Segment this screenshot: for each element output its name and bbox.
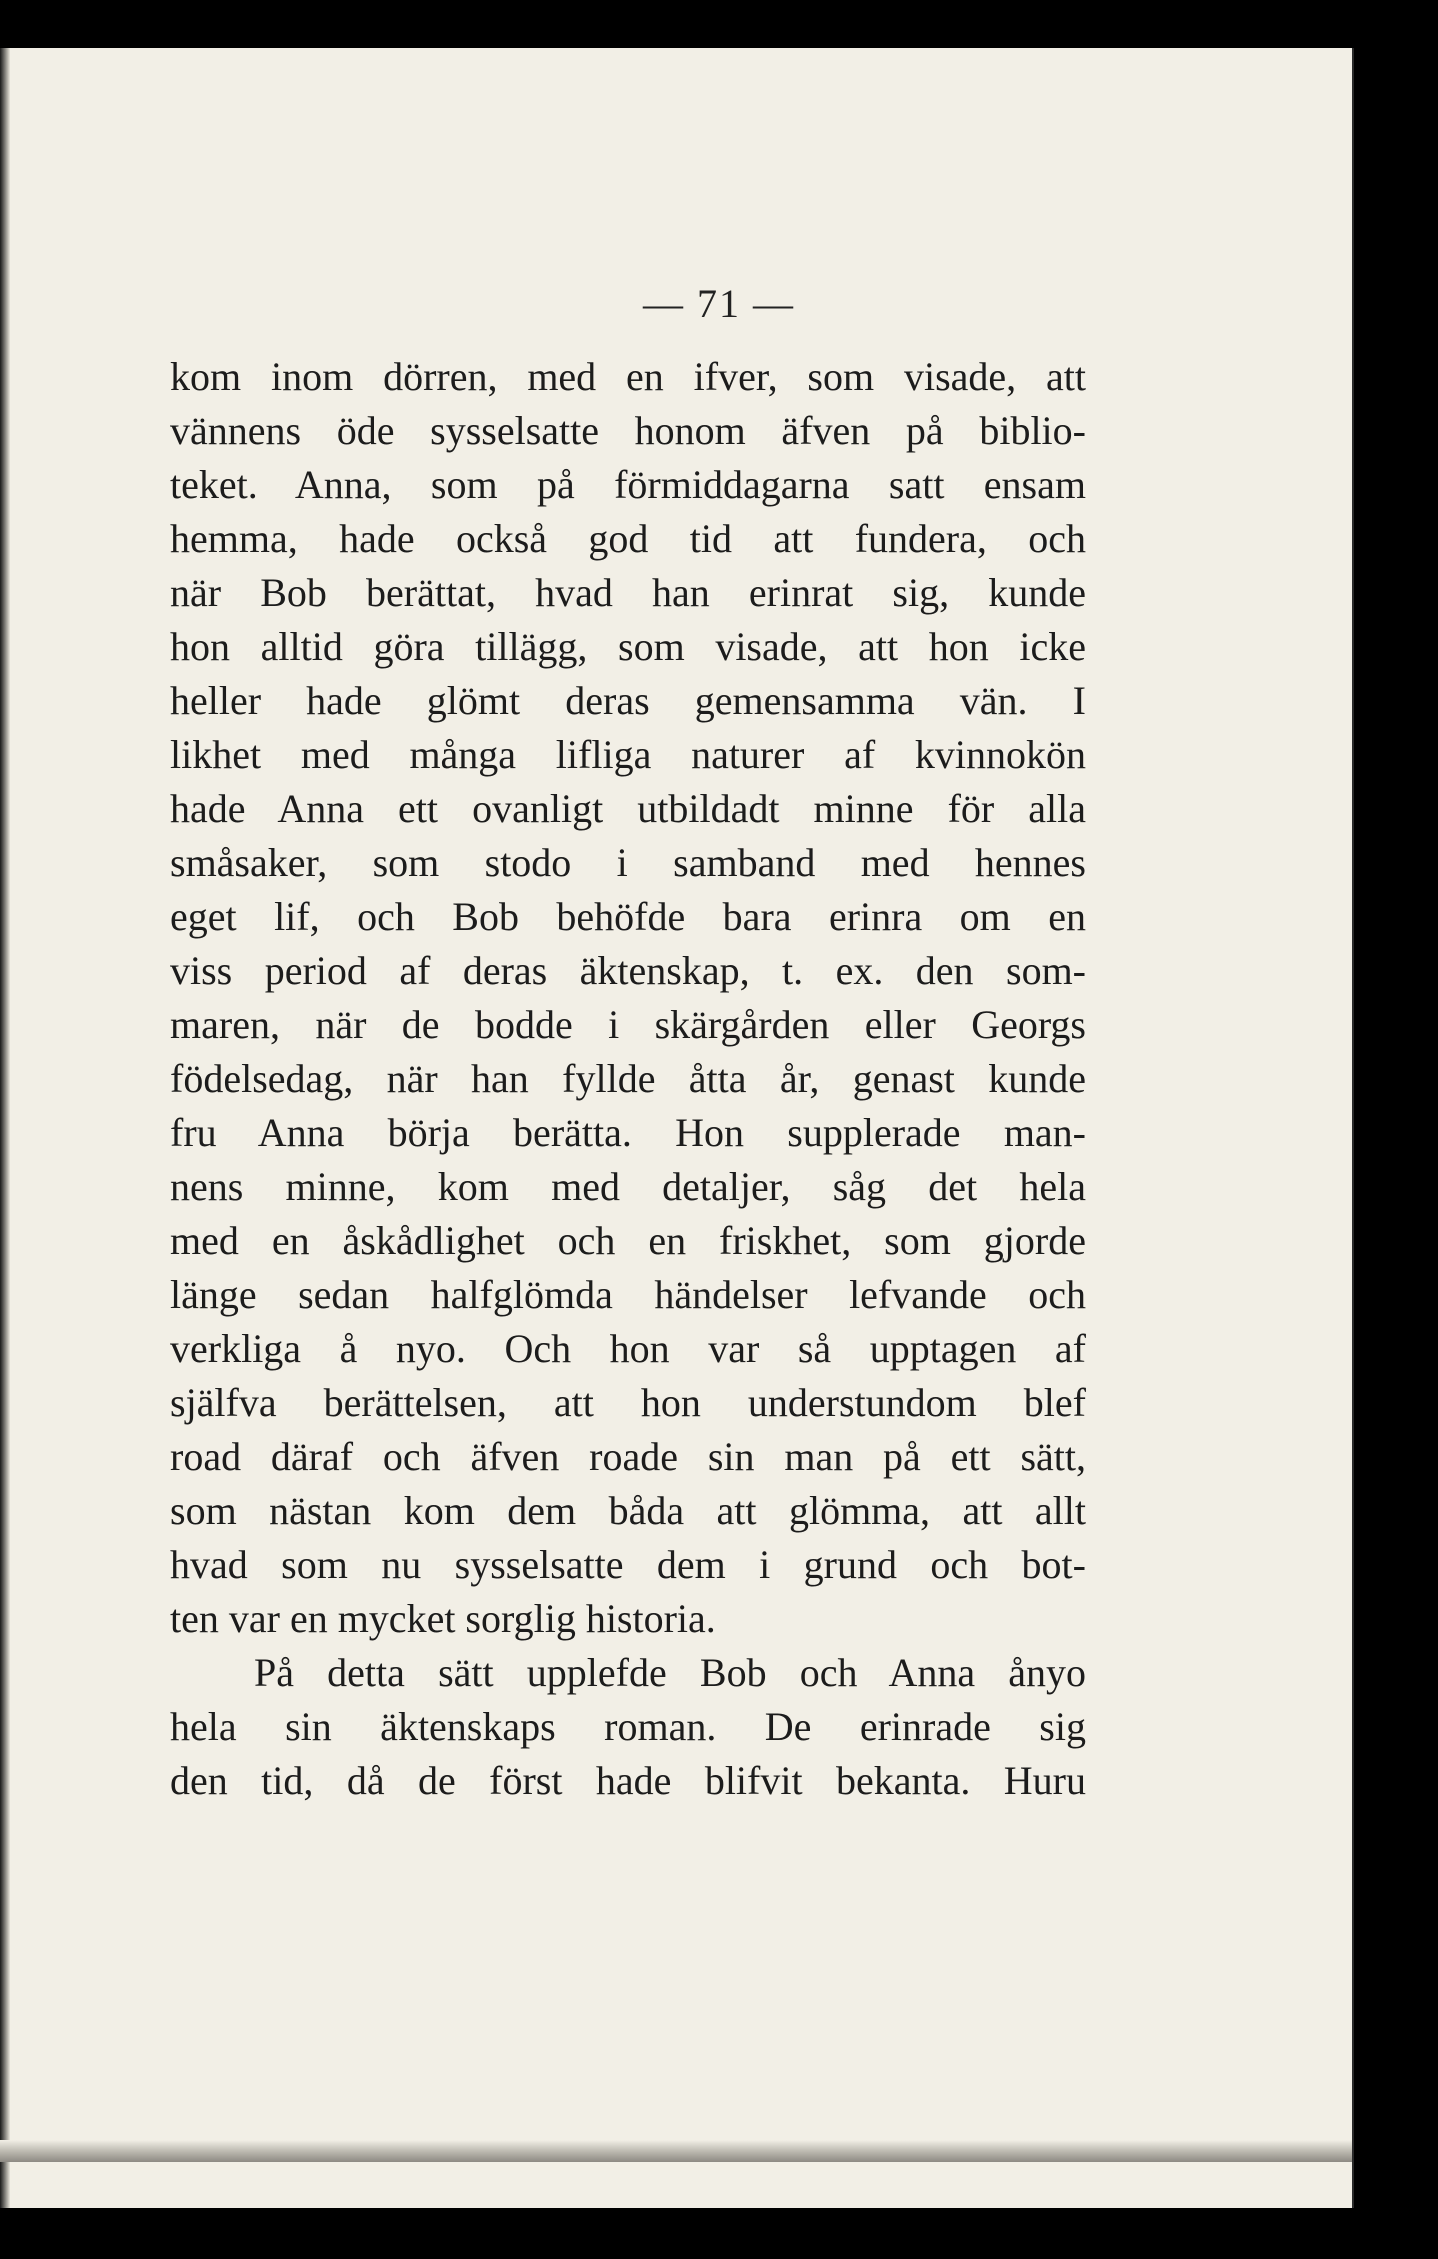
text-line: maren, när de bodde i skärgården eller Georgs: [170, 1002, 1086, 1047]
text-line: länge sedan halfglömda händelser lefvande och: [170, 1272, 1086, 1317]
text-line: när Bob berättat, hvad han erinrat sig, kunde: [170, 570, 1086, 615]
text-line: hon alltid göra tillägg, som visade, att hon icke: [170, 624, 1086, 669]
text-line: själfva berättelsen, att hon understundom blef: [170, 1380, 1086, 1425]
text-line: nens minne, kom med detaljer, såg det hela: [170, 1164, 1086, 1209]
text-line: hemma, hade också god tid att fundera, och: [170, 516, 1086, 561]
text-line: småsaker, som stodo i samband med hennes: [170, 840, 1086, 885]
body-text: [170, 350, 1086, 1808]
text-line: vännens öde sysselsatte honom äfven på biblio-: [170, 408, 1086, 453]
text-line: födelsedag, när han fyllde åtta år, genast kunde: [170, 1056, 1086, 1101]
text-line: fru Anna börja berätta. Hon supplerade man-: [170, 1110, 1086, 1155]
page-left-edge: [0, 48, 10, 2208]
page-number: — 71 —: [643, 281, 795, 326]
text-line: med en åskådlighet och en friskhet, som gjorde: [170, 1218, 1086, 1263]
text-line: den tid, då de först hade blifvit bekanta. Huru: [170, 1758, 1086, 1803]
text-line: som nästan kom dem båda att glömma, att allt: [170, 1488, 1086, 1533]
text-line: verkliga å nyo. Och hon var så upptagen af: [170, 1326, 1086, 1371]
text-line: likhet med många lifliga naturer af kvinnokön: [170, 732, 1086, 777]
text-line: teket. Anna, som på förmiddagarna satt ensam: [170, 462, 1086, 507]
text-line: hela sin äktenskaps roman. De erinrade sig: [170, 1704, 1086, 1749]
text-line: heller hade glömt deras gemensamma vän. I: [170, 678, 1086, 723]
page-bottom-edge: [0, 2140, 1352, 2162]
text-line: kom inom dörren, med en ifver, som visade, att: [170, 354, 1086, 399]
text-line: eget lif, och Bob behöfde bara erinra om en: [170, 894, 1086, 939]
text-line-paragraph-start: På detta sätt upplefde Bob och Anna ånyo: [254, 1650, 1086, 1695]
text-line: hvad som nu sysselsatte dem i grund och bot-: [170, 1542, 1086, 1587]
text-line: viss period af deras äktenskap, t. ex. den som-: [170, 948, 1086, 993]
text-line-paragraph-end: ten var en mycket sorglig historia.: [170, 1596, 716, 1641]
text-line: road däraf och äfven roade sin man på ett sätt,: [170, 1434, 1086, 1479]
text-line: hade Anna ett ovanligt utbildadt minne för alla: [170, 786, 1086, 831]
